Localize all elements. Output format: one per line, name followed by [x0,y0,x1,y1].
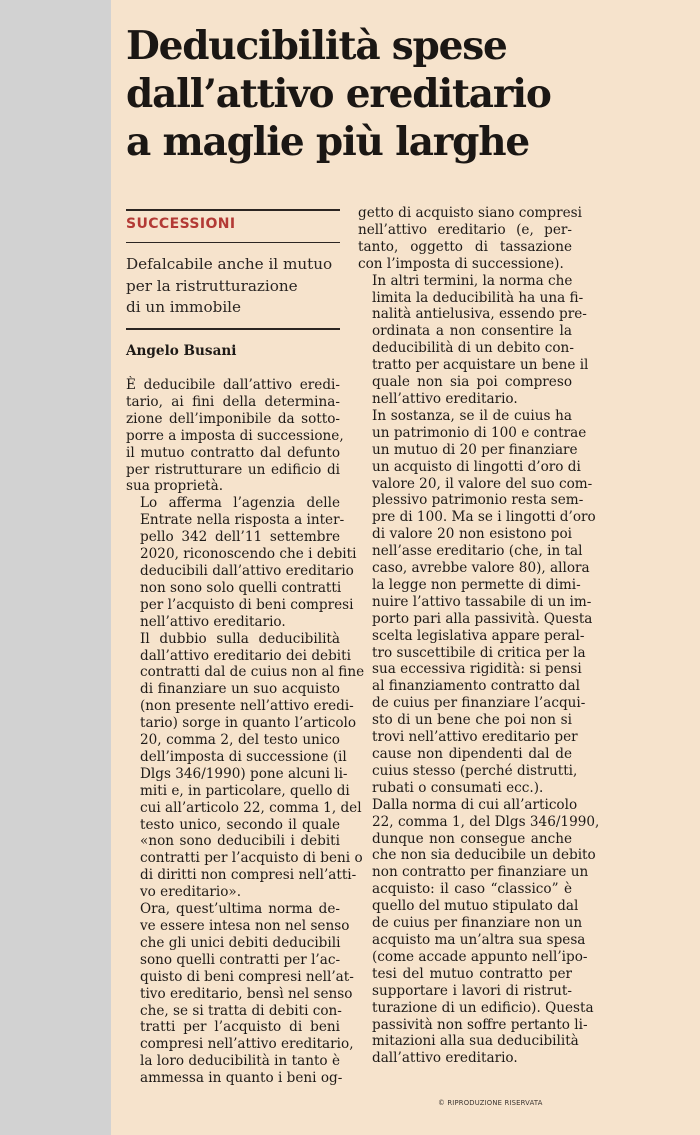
paragraph [126,377,344,495]
paragraph [126,630,365,902]
text-line: di finanziare un suo acquisto [140,681,340,698]
text-line: trovi nell’attivo ereditario per [372,729,578,746]
subhead-line: per la ristrutturazione [126,276,298,295]
text-line: tro suscettibile di critica per la [372,644,586,661]
text-line: che, se si tratta di debiti con- [140,1002,342,1019]
paragraph [358,205,582,273]
text-line: scelta legislativa appare peral- [372,627,585,644]
text-line: tario) sorge in quanto l’articolo [140,715,357,732]
text-line: di diritti non compresi nell’atti- [140,867,357,884]
text-line: che non sia deducibile un debito [372,847,596,864]
text-line: tratto per acquistare un bene il [372,357,589,374]
text-line: È deducibile dall’attivo eredi- [126,377,340,393]
text-line: 22, comma 1, del Dlgs 346/1990, [372,813,600,830]
text-line: tesi del mutuo contratto per [372,965,572,982]
text-line: ammessa in quanto i beni og- [140,1070,343,1087]
text-line: (non presente nell’attivo eredi- [140,698,354,715]
article-column-right [358,205,600,1067]
text-line: deducibili dall’attivo ereditario [140,562,354,579]
text-line: de cuius per finanziare l’acqui- [372,695,586,712]
headline-line: dall’attivo ereditario [126,71,551,117]
text-line: Dalla norma di cui all’articolo [372,796,578,813]
text-line: cui all’articolo 22, comma 1, del [140,799,362,816]
text-line: 2020, riconoscendo che i debiti [140,546,357,563]
text-line: getto di acquisto siano compresi [358,205,582,221]
text-line: contratti dal de cuius non al fine [140,664,365,681]
text-line: nell’attivo ereditario (e, per- [358,221,572,238]
text-line: passività non soffre pertanto li- [372,1016,588,1033]
subheadline [126,254,340,319]
text-line: nuire l’attivo tassabile di un im- [372,593,592,610]
text-line: acquisto: il caso “classico” è [372,881,572,898]
text-line: cuius stesso (perché distrutti, [372,762,578,779]
text-line: quello del mutuo stipulato dal [372,898,579,915]
text-line: sto di un bene che poi non si [372,712,572,729]
text-line: porto pari alla passività. Questa [372,610,593,627]
text-line: supportare i lavori di ristrut- [372,982,572,999]
text-line: un acquisto di lingotti d’oro di [372,458,581,475]
text-line: (come accade appunto nell’ipo- [372,948,588,965]
text-line: porre a imposta di successione, [126,427,344,444]
headline-line: Deducibilità spese [126,23,507,69]
text-line: Ora, quest’ultima norma de- [140,901,340,918]
text-line: dall’attivo ereditario dei debiti [140,647,351,664]
text-line: compresi nell’attivo ereditario, [140,1036,354,1053]
text-line: tivo ereditario, bensì nel senso [140,985,353,1002]
byline-rule [126,328,340,330]
text-line: per ristrutturare un edificio di [126,461,340,478]
text-line: quale non sia poi compreso [372,374,572,391]
paragraph [358,407,596,797]
text-line: tanto, oggetto di tassazione [358,238,572,255]
text-line: la legge non permette di dimi- [372,576,581,593]
copyright-notice: © RIPRODUZIONE RISERVATA [438,1099,543,1107]
text-line: Lo afferma l’agenzia delle [140,495,340,512]
text-line: nalità antielusiva, essendo pre- [372,306,587,323]
text-line: acquisto ma un’altra sua spesa [372,931,586,948]
text-line: dunque non consegue anche [372,830,572,847]
text-line: Entrate nella risposta a inter- [140,512,345,529]
text-line: il mutuo contratto dal defunto [126,444,340,461]
author-byline: Angelo Busani [126,343,237,359]
text-line: non contratto per finanziare un [372,864,589,881]
text-line: vo ereditario». [140,884,242,901]
text-line: con l’imposta di successione). [358,255,564,272]
paragraph [126,901,354,1087]
text-line: rubati o consumati ecc.). [372,779,544,796]
text-line: di valore 20 non esistono poi [372,526,572,543]
text-line: dell’imposta di successione (il [140,748,347,765]
text-line: testo unico, secondo il quale [140,816,340,833]
text-line: ordinata a non consentire la [372,323,572,340]
paragraph [358,272,589,408]
text-line: mitazioni alla sua deducibilità [372,1033,579,1050]
text-line: cause non dipendenti dal de [372,746,572,762]
text-line: per l’acquisto di beni compresi [140,596,354,613]
text-line: al finanziamento contratto dal [372,678,580,695]
text-line: pello 342 dell’11 settembre [140,529,340,546]
text-line: deducibilità di un debito con- [372,340,574,357]
text-line: In altri termini, la norma che [372,272,573,289]
text-line: de cuius per finanziare non un [372,915,583,932]
text-line: un mutuo di 20 per finanziare [372,441,578,458]
text-line: Dlgs 346/1990) pone alcuni li- [140,765,348,782]
text-line: plessivo patrimonio resta sem- [372,492,584,509]
text-line: caso, avrebbe valore 80), allora [372,560,590,577]
text-line: sua eccessiva rigidità: si pensi [372,661,582,678]
text-line: ve essere intesa non nel senso [140,918,350,934]
text-line: miti e, in particolare, quello di [140,782,350,799]
text-line: sono quelli contratti per l’ac- [140,951,341,968]
text-line: nell’attivo ereditario. [372,390,518,407]
text-line: un patrimonio di 100 e contrae [372,424,587,441]
text-line: pre di 100. Ma se i lingotti d’oro [372,509,596,526]
text-line: contratti per l’acquisto di beni o [140,850,363,867]
text-line: sua proprietà. [126,478,224,495]
text-line: tario, ai fini della determina- [126,393,340,410]
kicker-rule [126,242,340,243]
text-line: la loro deducibilità in tanto è [140,1053,340,1070]
text-line: non sono solo quelli contratti [140,579,342,596]
text-line: valore 20, il valore del suo com- [372,475,593,492]
text-line: «non sono deducibili i debiti [140,833,340,850]
paragraph [126,495,357,630]
subhead-line: di un immobile [126,298,242,316]
section-kicker: SUCCESSIONI [126,216,236,232]
text-line: Il dubbio sulla deducibilità [140,630,340,647]
text-line: dall’attivo ereditario. [372,1050,518,1067]
top-rule [126,209,340,211]
text-line: In sostanza, se il de cuius ha [372,407,572,424]
text-line: tratti per l’acquisto di beni [140,1019,340,1036]
text-line: che gli unici debiti deducibili [140,934,341,951]
text-line: nell’attivo ereditario. [140,613,286,630]
headline [126,22,686,166]
text-line: nell’asse ereditario (che, in tal [372,543,583,560]
text-line: turazione di un edificio). Questa [372,999,594,1016]
text-line: 20, comma 2, del testo unico [140,732,340,749]
text-line: quisto di beni compresi nell’at- [140,968,354,985]
subhead-line: Defalcabile anche il mutuo [126,255,333,273]
article-column-left [126,377,365,1087]
paragraph [358,796,600,1068]
text-line: zione dell’imponibile da sotto- [126,410,340,427]
text-line: limita la deducibilità ha una fi- [372,289,584,306]
headline-line: a maglie più larghe [126,119,529,165]
